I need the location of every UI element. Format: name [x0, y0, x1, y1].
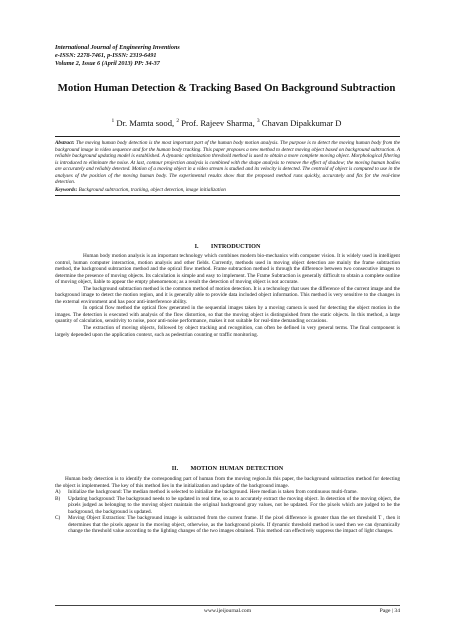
- section-1-paragraph-3: In optical flow method the optical flow generated in the sequential images taken by a moving camera is used for detecting the object motion in the images. The detection is executed with analysis of the flow distortion, so that the moving object is distinguished from the static objects. In this method, a large quantity of calculation, sensitivity to noise, poor anti-noise performance, makes it not suitable for real-time demanding occasions.: [55, 305, 400, 325]
- author-2-name: Prof. Rajeev Sharma,: [181, 117, 255, 128]
- list-item-marker: B): [55, 495, 61, 502]
- section-1-paragraph-2: The background subtraction method is the common method of motion detection. It is a technology that uses the difference of the current image and the background image to detect the motion region, and it is generally able to provide data included object information. This method is very sensitive to the changes in the external environment and has poor anti-interference ability.: [55, 285, 400, 305]
- author-3-name: Chavan Dipakkumar D: [261, 117, 342, 128]
- abstract-paragraph: [55, 140, 400, 186]
- list-item-text: Initialize the background: The median method is selected to initialize the background. Here median is taken from continuous multi-frame.: [68, 489, 358, 496]
- section-2-list: [55, 489, 400, 535]
- author-1-name: Dr. Mamta sood,: [116, 117, 175, 128]
- abstract-label: Abstract:: [55, 140, 75, 146]
- journal-name: International Journal of Engineering Inventions: [55, 44, 180, 51]
- author-3-number: 3: [256, 118, 260, 124]
- section-2-heading: II. MOTION HUMAN DETECTION: [171, 465, 284, 472]
- list-item: [55, 515, 400, 535]
- keywords-label: Keywords:: [55, 186, 78, 193]
- page-footer: [55, 605, 400, 614]
- list-item-text: Updating background: The background needs to be updated in real time, so as to accurately extract the moving object. In detection of the moving object, the pixels judged as belonging to the moving object maintain the original background gray values, not be updated. For the pixels which are judged to be the background, the background is updated.: [68, 495, 400, 515]
- journal-header: [55, 44, 180, 67]
- paper-title: Motion Human Detection & Tracking Based On Background Subtraction: [57, 82, 396, 94]
- author-2-number: 2: [176, 118, 180, 124]
- list-item-marker: C): [55, 515, 61, 522]
- author-list: [40, 116, 413, 128]
- abstract-text: The moving human body detection is the most important part of the human body motion analysis. The purpose is to detect the moving human body from the background image in video sequence and for the human body tracking. This paper proposes a new method to detect moving object based on background subtraction. A reliable background updating model is established. A dynamic optimization threshold method is used to obtain a more complete moving object. Morphological filtering is introduced to eliminate the noise. At last, contour projection analysis is combined with the shape analysis to remove the effect of shadow; the moving human bodies are accurately and reliably detected. Motion of a moving object in a video stream is studied and its velocity is detected. The centroid of object is computed to use in the analyses of the position of the moving human body. The experimental results show that the proposed method runs quickly, accurately and fits for the real-time detection.: [55, 140, 400, 186]
- journal-volume: Volume 2, Issue 6 (April 2013) PP: 34-37: [55, 59, 160, 67]
- footer-site: www.ijeijournal.com: [203, 608, 252, 614]
- journal-issn: e-ISSN: 2278-7461, p-ISSN: 2319-6491: [55, 51, 157, 59]
- keywords-text: Background subtraction, tracking, object detection, image initialization: [78, 186, 226, 193]
- section-1-heading: I. INTRODUCTION: [194, 243, 261, 250]
- section-2-intro: Human body detection is to identify the corresponding part of human from the moving region.In this paper, the background subtraction method for detecting the object is implemented. The key of this method lies in the initialization and update of the background image.: [55, 476, 400, 489]
- section-2-body: [55, 476, 400, 535]
- list-item-text: Moving Object Extraction: The background image is subtracted from the current frame. If the pixel difference is greater than the set threshold T , then it determines that the pixels appear in the moving object, otherwise, as the background pixels. If dynamic threshold method is used then we can dynamically change the threshold value according to the lighting changes of the two images obtained. This method can effectively suppress the impact of light changes.: [68, 515, 400, 535]
- section-1-body: [55, 253, 400, 338]
- author-1-number: 1: [111, 118, 115, 124]
- list-item-marker: A): [55, 489, 61, 496]
- section-1-paragraph-1: Human body motion analysis is an important technology which combines modern bio-mechanics with computer vision. It is widely used in intelligent control, human computer interaction, motion analysis and other fields. Currently, methods used in moving object detection are mainly the frame subtraction method, the background subtraction method and the optical flow method. Frame subtraction method is through the difference between two consecutive images to determine the presence of moving objects. Its calculation is simple and easy to implement. The Frame Subtraction is generally difficult to obtain a complete outline of moving object, liable to appear the empty phenomenon; as a result the detection of moving object is not accurate.: [55, 253, 400, 286]
- section-1-paragraph-4: The extraction of moving objects, followed by object tracking and recognition, can often be defined in very general terms. The final component is largely depended upon the application context, such as pedestrian counting or traffic monitoring.: [55, 325, 400, 338]
- abstract-block: [55, 136, 400, 196]
- footer-page-number: Page | 34: [379, 608, 400, 614]
- keywords-line: [55, 187, 400, 194]
- list-item: [55, 496, 400, 516]
